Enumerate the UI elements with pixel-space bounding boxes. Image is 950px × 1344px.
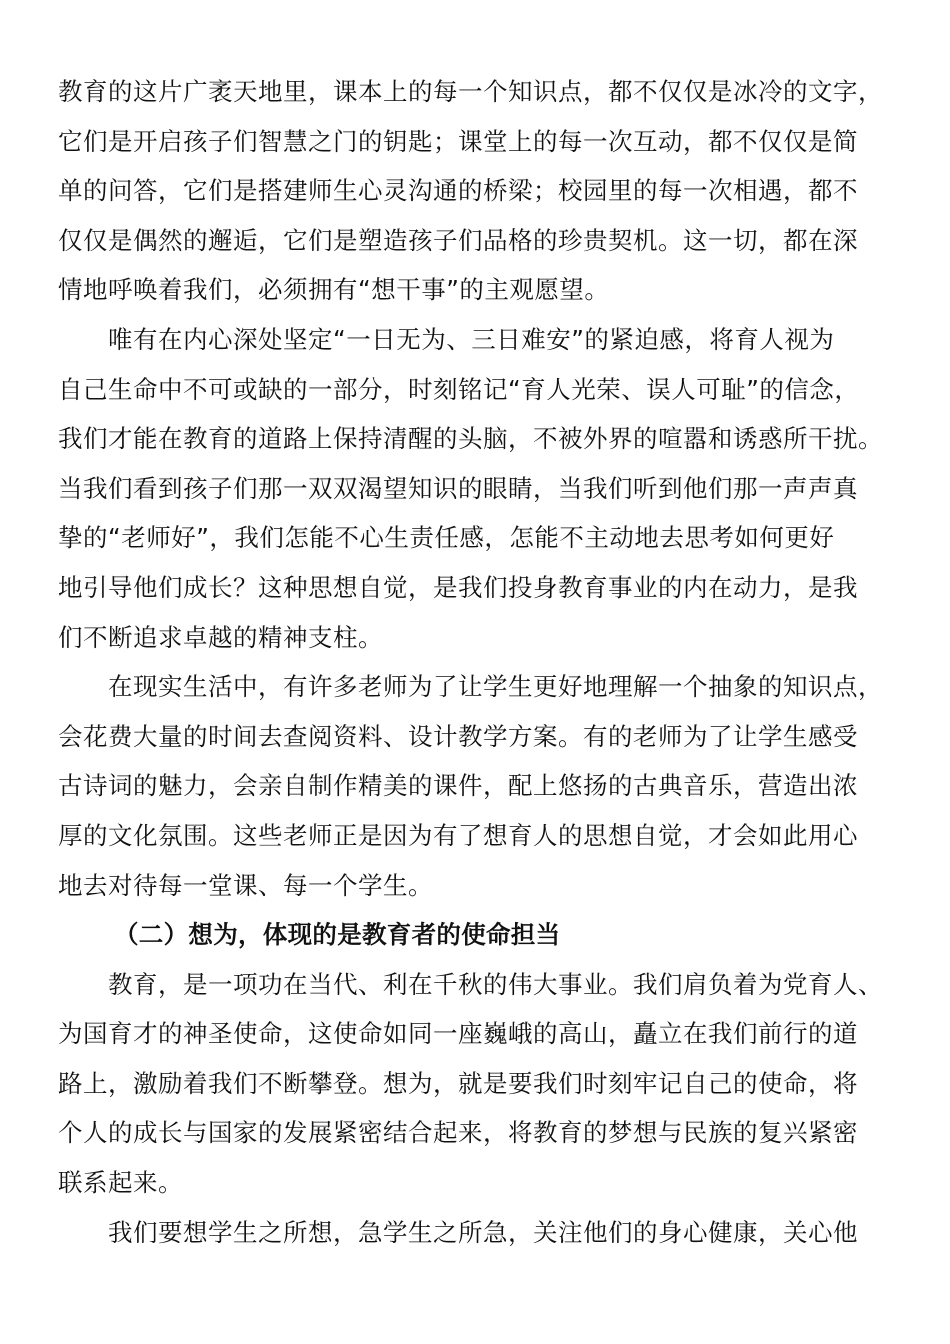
text-line: 自己生命中不可或缺的一部分，时刻铭记“育人光荣、误人可耻”的信念，: [58, 374, 860, 404]
section-heading-text: （二）想为，体现的是教育者的使命担当: [114, 920, 561, 950]
text-line: 它们是开启孩子们智慧之门的钥匙；课堂上的每一次互动，都不仅仅是简: [58, 126, 858, 156]
paragraph-mission: [58, 960, 892, 1208]
text-line: 唯有在内心深处坚定“一日无为、三日难安”的紧迫感，将育人视为: [108, 324, 835, 354]
text-line: 地去对待每一堂课、每一个学生。: [58, 870, 433, 900]
text-line: 们不断追求卓越的精神支柱。: [58, 622, 383, 652]
paragraph-continuation: [58, 67, 892, 315]
text-line: 当我们看到孩子们那一双双渴望知识的眼睛，当我们听到他们那一声声真: [58, 473, 858, 503]
text-line: 个人的成长与国家的发展紧密结合起来，将教育的梦想与民族的复兴紧密: [58, 1118, 858, 1148]
text-line: 我们才能在教育的道路上保持清醒的头脑，不被外界的喧嚣和诱惑所干扰。: [58, 424, 883, 454]
text-line: 单的问答，它们是搭建师生心灵沟通的桥梁；校园里的每一次相遇，都不: [58, 176, 858, 206]
text-line: 联系起来。: [58, 1168, 183, 1198]
text-line: 会花费大量的时间去查阅资料、设计教学方案。有的老师为了让学生感受: [58, 721, 858, 751]
text-line: 地引导他们成长？这种思想自觉，是我们投身教育事业的内在动力，是我: [58, 572, 858, 602]
paragraph-students: [58, 1208, 892, 1258]
text-line: 厚的文化氛围。这些老师正是因为有了想育人的思想自觉，才会如此用心: [58, 820, 858, 850]
text-line: 我们要想学生之所想，急学生之所急，关注他们的身心健康，关心他: [108, 1217, 858, 1247]
text-line: 在现实生活中，有许多老师为了让学生更好地理解一个抽象的知识点，: [108, 672, 883, 702]
text-line: 为国育才的神圣使命，这使命如同一座巍峨的高山，矗立在我们前行的道: [58, 1019, 858, 1049]
document-page: [58, 67, 892, 1257]
text-line: 情地呼唤着我们，必须拥有“想干事”的主观愿望。: [58, 275, 610, 305]
text-line: 路上，激励着我们不断攀登。想为，就是要我们时刻牢记自己的使命，将: [58, 1068, 858, 1098]
section-heading: [58, 910, 892, 960]
text-line: 古诗词的魅力，会亲自制作精美的课件，配上悠扬的古典音乐，营造出浓: [58, 771, 858, 801]
text-line: 仅仅是偶然的邂逅，它们是塑造孩子们品格的珍贵契机。这一切，都在深: [58, 225, 858, 255]
text-line: 挚的“老师好”，我们怎能不心生责任感，怎能不主动地去思考如何更好: [58, 523, 835, 553]
text-line: 教育，是一项功在当代、利在千秋的伟大事业。我们肩负着为党育人、: [108, 969, 883, 999]
paragraph-urgency: [58, 315, 892, 662]
paragraph-examples: [58, 662, 892, 910]
text-line: 教育的这片广袤天地里，课本上的每一个知识点，都不仅仅是冰冷的文字，: [58, 77, 883, 106]
